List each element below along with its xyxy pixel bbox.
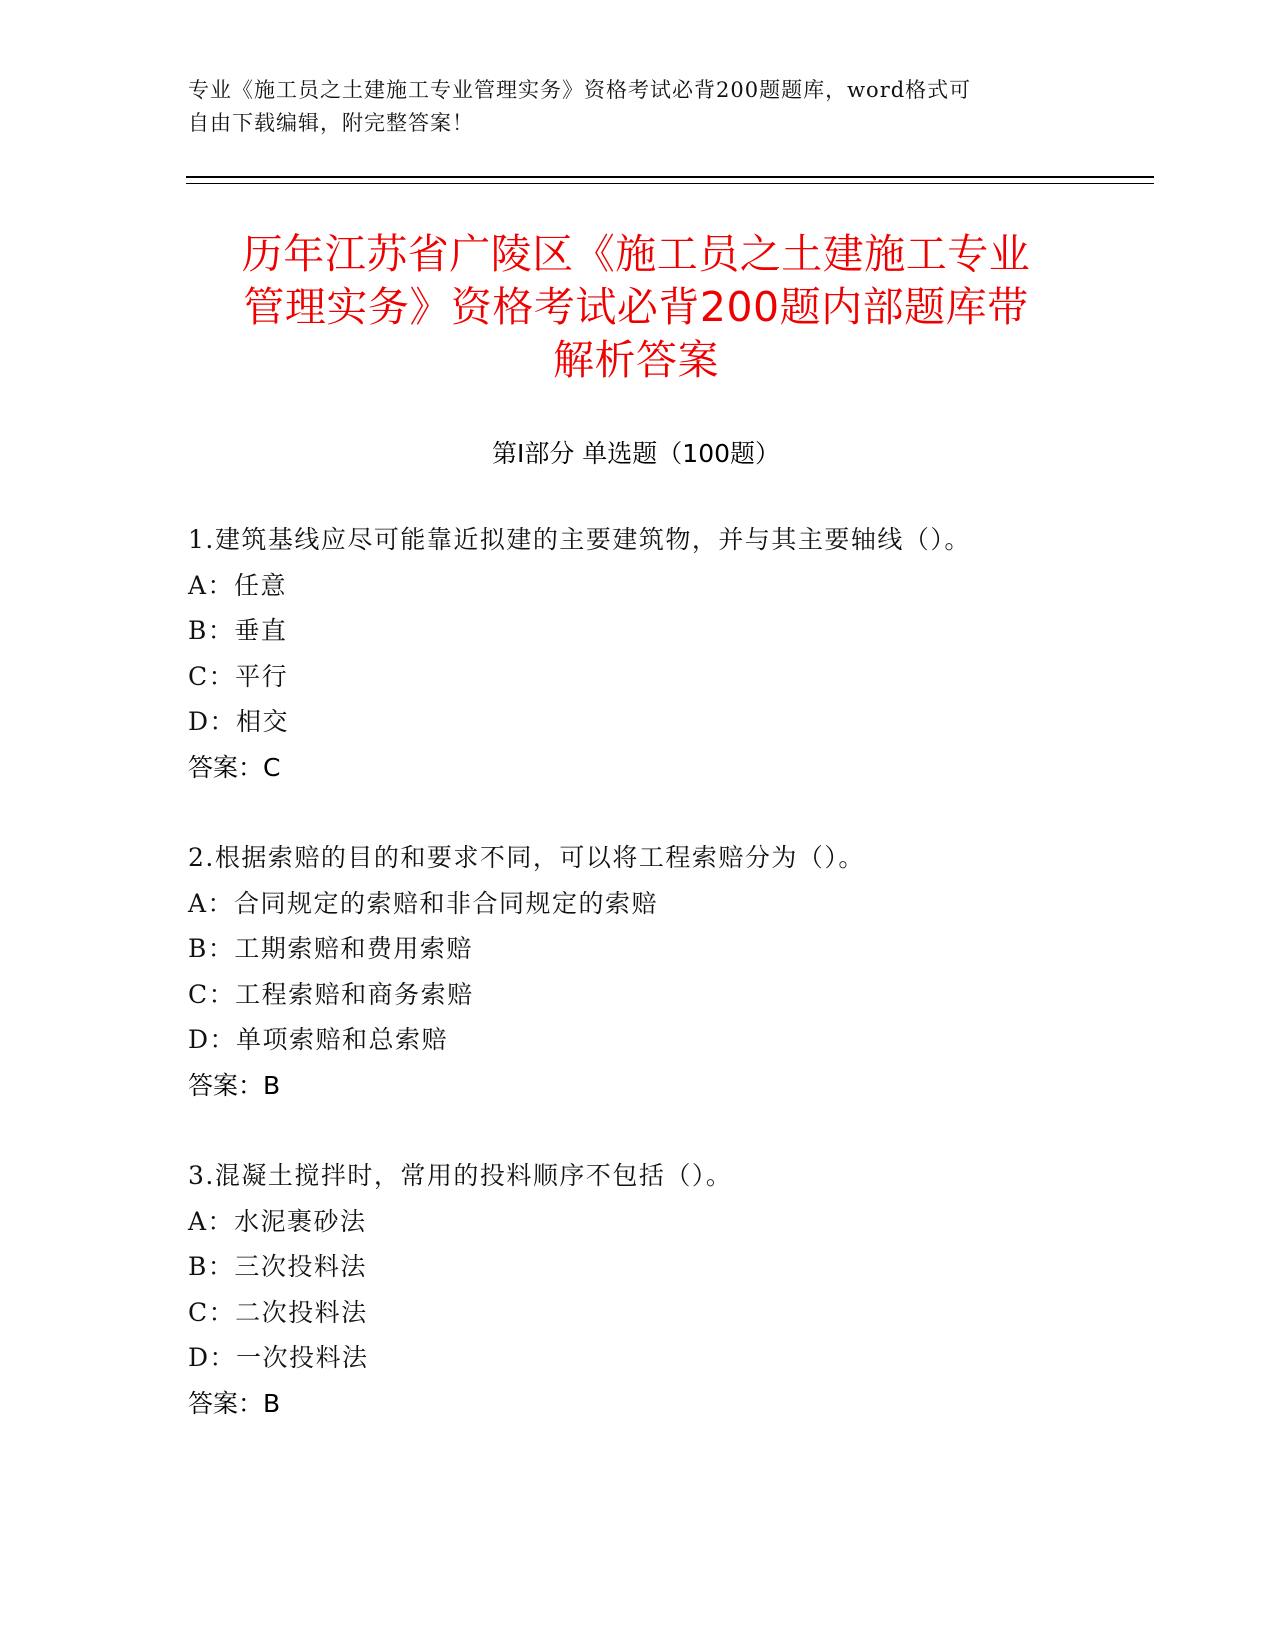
answer: 答案：C xyxy=(188,752,281,782)
option-d: D：单项索赔和总索赔 xyxy=(188,1025,449,1054)
option-b: B：垂直 xyxy=(188,616,288,645)
question-stem: 3.混凝土搅拌时，常用的投料顺序不包括（）。 xyxy=(188,1161,733,1190)
document-title-line-3: 解析答案 xyxy=(553,336,719,384)
option-b: B：工期索赔和费用索赔 xyxy=(188,934,473,963)
option-d: D：相交 xyxy=(188,707,290,736)
header-divider-thin xyxy=(186,183,1154,184)
option-a: A：任意 xyxy=(188,570,288,600)
option-c: C：工程索赔和商务索赔 xyxy=(188,979,474,1009)
header-note xyxy=(188,74,1068,140)
option-c: C：二次投料法 xyxy=(188,1297,368,1327)
question-stem: 1.建筑基线应尽可能靠近拟建的主要建筑物，并与其主要轴线（）。 xyxy=(188,525,971,554)
document-title-line-2: 管理实务》资格考试必背200题内部题库带 xyxy=(243,283,1029,331)
answer: 答案：B xyxy=(188,1070,281,1100)
document-title-line-1: 历年江苏省广陵区《施工员之土建施工专业 xyxy=(241,230,1031,278)
question-2 xyxy=(188,835,1108,1108)
option-c: C：平行 xyxy=(188,661,289,691)
option-b: B：三次投料法 xyxy=(188,1252,367,1281)
option-d: D：一次投料法 xyxy=(188,1343,369,1372)
option-a: A：合同规定的索赔和非合同规定的索赔 xyxy=(188,888,659,918)
question-stem: 2.根据索赔的目的和要求不同，可以将工程索赔分为（）。 xyxy=(188,843,865,872)
header-note-line-2: 自由下载编辑，附完整答案！ xyxy=(188,111,474,135)
document-title xyxy=(186,228,1086,387)
question-3 xyxy=(188,1153,1108,1426)
option-a: A：水泥裹砂法 xyxy=(188,1206,367,1236)
question-1 xyxy=(188,517,1108,790)
section-title: 第Ⅰ部分 单选题（100题） xyxy=(491,439,781,468)
answer: 答案：B xyxy=(188,1388,281,1418)
header-note-line-1: 专业《施工员之土建施工专业管理实务》资格考试必背200题题库，word格式可 xyxy=(188,78,972,102)
header-divider-thick xyxy=(186,176,1154,178)
